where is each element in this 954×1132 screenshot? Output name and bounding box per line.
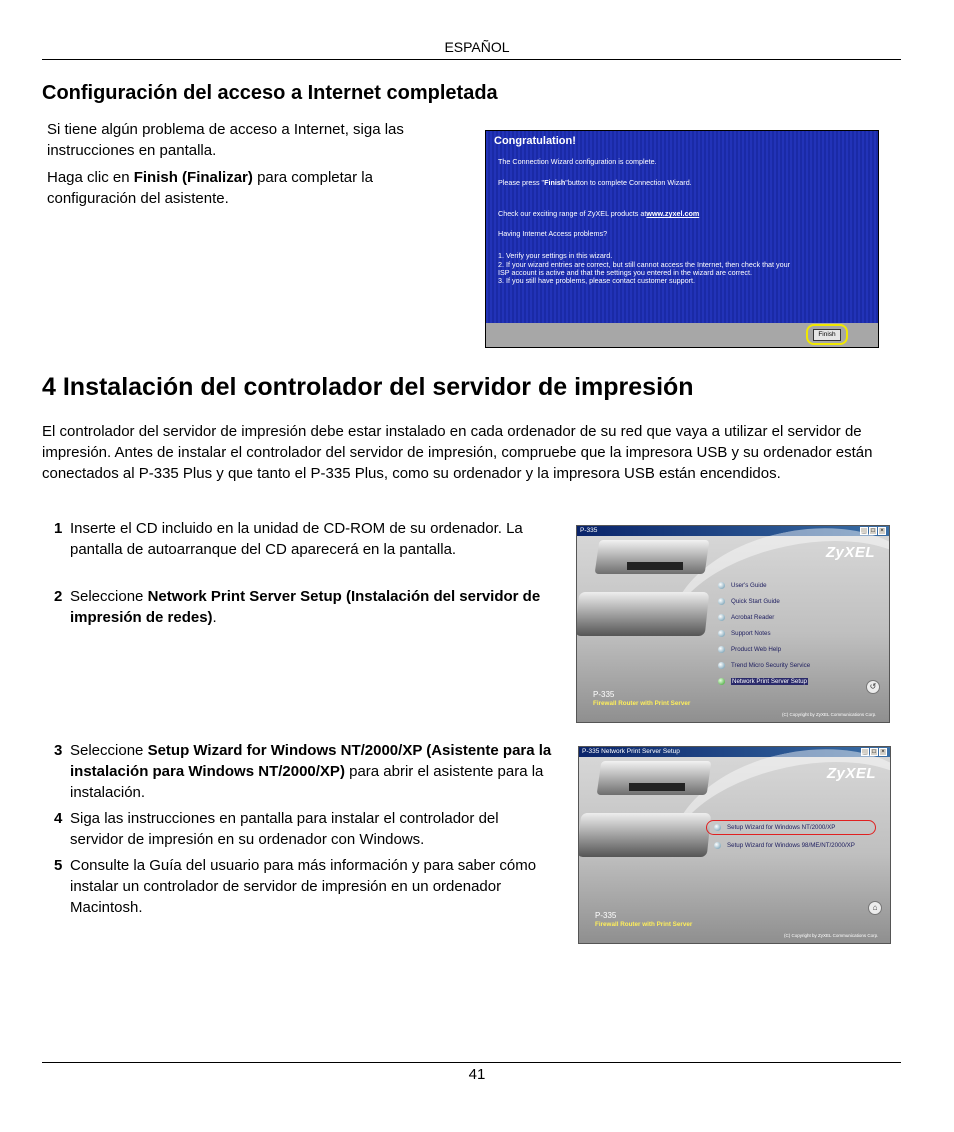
running-header: ESPAÑOL	[444, 39, 510, 55]
step-5	[54, 855, 554, 918]
wizard-line-3	[498, 209, 699, 218]
router-ports	[627, 562, 683, 570]
menu-setup-wizard-98[interactable]: Setup Wizard for Windows 98/ME/NT/2000/XP	[727, 842, 855, 849]
para2-suffix: para completar la configuración del asistente.	[47, 169, 373, 207]
wizard-line-3-prefix: Check our exciting range of ZyXEL products at	[498, 209, 647, 218]
cd1-copyright: (C) Copyright by ZyXEL Communications Corp.	[782, 712, 877, 717]
bullet-icon	[718, 614, 725, 621]
bullet-icon	[714, 842, 721, 849]
section-title-driver: 4 Instalación del controlador del servidor de impresión	[42, 373, 694, 401]
maximize-icon[interactable]: □	[870, 748, 878, 756]
maximize-icon[interactable]: □	[869, 527, 877, 535]
wizard-line-5: 1. Verify your settings in this wizard.	[498, 251, 613, 260]
cd1-titlebar: P-335	[577, 526, 889, 536]
step-2-number: 2	[54, 588, 63, 605]
zyxel-link[interactable]: www.zyxel.com	[646, 209, 700, 218]
menu-network-print-server-setup[interactable]: Network Print Server Setup	[732, 678, 807, 685]
wizard-line-1: The Connection Wizard configuration is complete.	[498, 157, 657, 166]
para2-prefix: Haga clic en	[47, 169, 134, 186]
step-2-bold: Network Print Server Setup (Instalación del servidor de impresión de redes)	[70, 588, 541, 626]
bullet-icon	[718, 662, 725, 669]
minimize-icon[interactable]: _	[861, 748, 869, 756]
step-4	[54, 808, 554, 850]
step-2	[54, 586, 554, 628]
close-icon[interactable]: ×	[879, 748, 887, 756]
step-3-number: 3	[54, 742, 63, 759]
driver-intro: El controlador del servidor de impresión debe estar instalado en cada ordenador de su red que vaya a utilizar el servidor de impresión. Antes de instalar el controlador del servidor de impresión, compruebe que la impresora USB y su ordenador están conectados al P-335 Plus y que tanto el P-335 Plus, como su ordenador y la impresora USB están encendidos.	[42, 423, 873, 482]
step-1-number: 1	[54, 520, 63, 537]
section-title-internet: Configuración del acceso a Internet completada	[42, 82, 498, 104]
router-image-bottom	[578, 813, 711, 857]
wizard-line-2	[498, 178, 692, 187]
step-3-bold: Setup Wizard for Windows NT/2000/XP (Asistente para la instalación para Windows NT/2000/XP)	[70, 742, 552, 780]
router-ports	[629, 783, 685, 791]
step-3-suffix: para abrir el asistente para la instalación.	[70, 763, 544, 801]
step-4-number: 4	[54, 810, 63, 827]
zyxel-logo: ZyXEL	[825, 544, 875, 561]
menu-users-guide[interactable]: User's Guide	[731, 582, 767, 589]
para2-bold: Finish (Finalizar)	[133, 169, 253, 186]
router-image-bottom	[576, 592, 709, 636]
menu-support-notes[interactable]: Support Notes	[731, 630, 771, 637]
step-3	[54, 740, 554, 803]
footer-rule	[42, 1062, 901, 1063]
menu-acrobat-reader[interactable]: Acrobat Reader	[731, 614, 775, 621]
bullet-icon	[718, 582, 725, 589]
step-1-text: Inserte el CD incluido en la unidad de CD-ROM de su ordenador. La pantalla de autoarranque del CD aparecerá en la pantalla.	[70, 520, 523, 558]
cd2-copyright: (C) Copyright by ZyXEL Communications Corp.	[784, 933, 879, 938]
menu-setup-wizard-nt[interactable]: Setup Wizard for Windows NT/2000/XP	[727, 824, 836, 831]
internet-paragraph-2	[47, 167, 457, 209]
internet-paragraph-1: Si tiene algún problema de acceso a Internet, siga las instrucciones en pantalla.	[47, 121, 404, 159]
wizard-screenshot	[485, 130, 879, 348]
home-icon[interactable]: ⌂	[868, 901, 882, 915]
wizard-line-2-suffix: "button to complete Connection Wizard.	[565, 178, 692, 187]
cd2-model: P-335	[595, 911, 617, 920]
header-rule	[42, 59, 901, 60]
wizard-title: Congratulation!	[494, 135, 576, 147]
step-1	[54, 518, 554, 560]
step-2-prefix: Seleccione	[70, 588, 148, 605]
minimize-icon[interactable]: _	[860, 527, 868, 535]
cd2-subtitle: Firewall Router with Print Server	[595, 921, 693, 928]
cd-autorun-screenshot	[576, 525, 890, 723]
close-icon[interactable]: ×	[878, 527, 886, 535]
bullet-icon-active	[718, 678, 725, 685]
menu-quick-start-guide[interactable]: Quick Start Guide	[731, 598, 780, 605]
cd1-subtitle: Firewall Router with Print Server	[593, 700, 691, 707]
bullet-icon	[718, 630, 725, 637]
wizard-line-4: Having Internet Access problems?	[498, 229, 608, 238]
page-number: 41	[468, 1066, 486, 1083]
wizard-line-8: 3. If you still have problems, please contact customer support.	[498, 276, 695, 285]
wizard-button-bar	[486, 323, 878, 347]
step-3-prefix: Seleccione	[70, 742, 148, 759]
cd1-model: P-335	[593, 690, 615, 699]
finish-button[interactable]: Finish	[813, 329, 841, 341]
step-2-suffix: .	[212, 609, 217, 626]
wizard-line-2-prefix: Please press "	[498, 178, 545, 187]
bullet-icon	[714, 824, 721, 831]
menu-product-web-help[interactable]: Product Web Help	[731, 646, 782, 653]
step-5-number: 5	[54, 857, 63, 874]
menu-trend-micro[interactable]: Trend Micro Security Service	[731, 662, 811, 669]
step-5-text: Consulte la Guía del usuario para más información y para saber cómo instalar un controlador de servidor de impresión en un ordenador Macintosh.	[70, 857, 537, 916]
wizard-line-6: 2. If your wizard entries are correct, but still cannot access the Internet, then check that your	[498, 260, 791, 269]
cd-setup-screenshot	[578, 746, 891, 944]
wizard-line-7: ISP account is active and that the settings you entered in the wizard are correct.	[498, 268, 752, 277]
zyxel-logo: ZyXEL	[826, 765, 876, 782]
wizard-line-2-bold: Finish	[544, 178, 566, 187]
exit-icon[interactable]: ↺	[866, 680, 880, 694]
step-4-text: Siga las instrucciones en pantalla para instalar el controlador del servidor de impresión en su ordenador con Windows.	[70, 810, 499, 848]
bullet-icon	[718, 598, 725, 605]
cd2-titlebar: P-335 Network Print Server Setup	[579, 747, 890, 757]
bullet-icon	[718, 646, 725, 653]
